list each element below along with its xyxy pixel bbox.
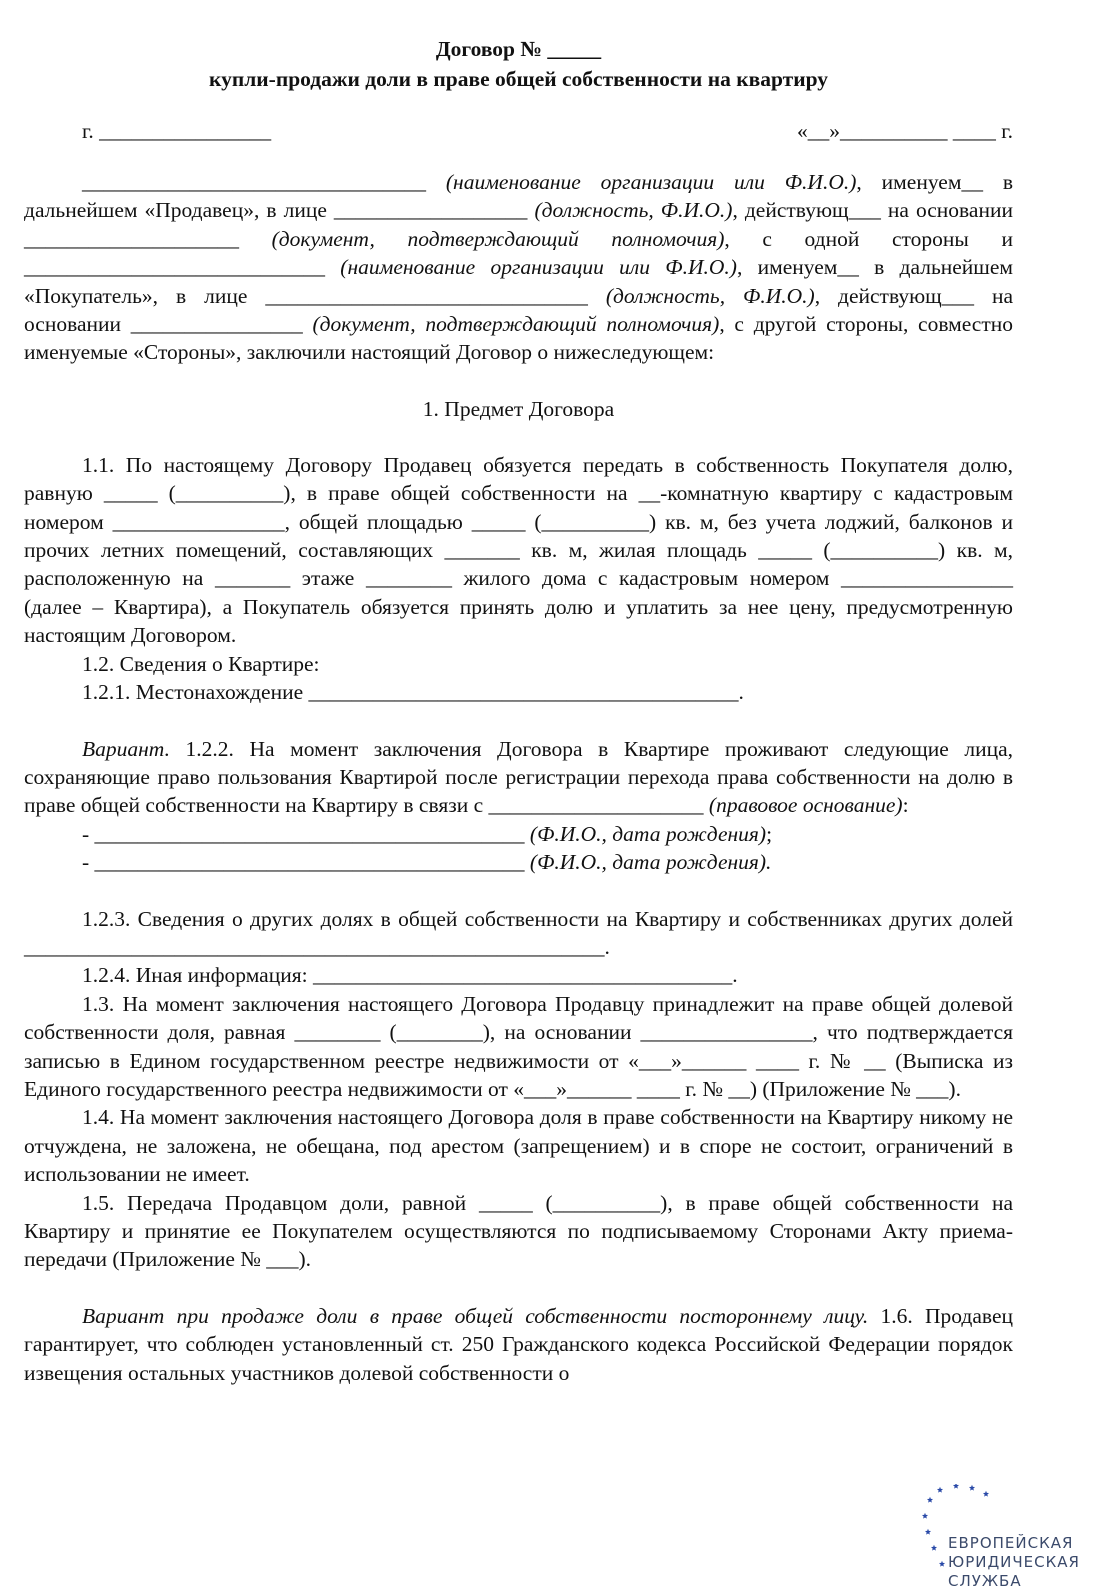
buyer-rep-hint: (должность, Ф.И.О.): [605, 283, 815, 308]
seller-rep-text: , именуем__ в дальнейшем «Продавец», в лице __________________: [24, 170, 1013, 223]
clause-1-6: [24, 1302, 1013, 1387]
star-icon: [953, 1484, 959, 1489]
resident-end-1: ;: [766, 821, 773, 846]
buyer-name-hint: (наименование организации или Ф.И.О.): [340, 255, 737, 280]
star-icon: [925, 1529, 931, 1535]
place-date-line: [24, 116, 1013, 146]
star-icon: [922, 1513, 928, 1519]
variant-label-2: Вариант при продаже доли в праве общей собственности постороннему лицу.: [82, 1303, 869, 1328]
clause-1-5: 1.5. Передача Продавцом доли, равной _____ (__________), в праве общей собственности на Квартиру и принятие ее Покупателем осуществляются по подписываемому Сторонами Акту приема-передачи (Приложение № ___).: [24, 1190, 1013, 1272]
clause-1-2-3: 1.2.3. Сведения о других долях в общей собственности на Квартиру и собственниках других долей ______________________________________________________.: [24, 906, 1013, 959]
clause-1-2-4: 1.2.4. Иная информация: _______________________________________.: [82, 963, 738, 988]
resident-hint-2: (Ф.И.О., дата рождения).: [529, 850, 772, 875]
buyer-rep-text: , именуем__ в дальнейшем «Покупатель», в лице ______________________________: [24, 255, 1014, 308]
company-logo: [920, 1484, 1090, 1593]
clause-1-1: 1.1. По настоящему Договору Продавец обязуется передать в собственность Покупателя долю, равную _____ (__________), в праве общей собственности на __-комнатную квартиру с кадастровым номером ________________, общей площадью _____ (__________) кв. м, без учета лоджий, балконов и прочих летних помещений, составляющих _______ кв. м, жилая площадь _____ (__________) кв. м, расположенную на _______ этаже ________ жилого дома с кадастровым номером ________________ (далее – Квартира), а Покупатель обязуется принять долю и уплатить за нее цену, предусмотренную настоящим Договором.: [24, 452, 1013, 648]
variant-label: Вариант.: [82, 736, 170, 761]
legal-basis-hint: (правовое основание): [708, 793, 903, 818]
buyer-name-text: , с одной стороны и ____________________________: [24, 226, 1013, 280]
clause-1-2-2-text: 1.2.2. На момент заключения Договора в Квартире проживают следующие лица, сохраняющие право пользования Квартирой после регистрации перехода права собственности на долю в праве общей собственности на Квартиру в связи с ____________________: [24, 736, 1013, 818]
document-title: Договор № _____: [435, 37, 602, 61]
buyer-basis-text: , действующ___ на основании ________________: [24, 283, 1013, 337]
seller-name-hint: (наименование организации или Ф.И.О.): [445, 170, 857, 194]
section-1-title: 1. Предмет Договора: [422, 396, 615, 421]
logo-line-2: ЮРИДИЧЕСКАЯ: [948, 1553, 1080, 1571]
contract-document: [24, 34, 1013, 1387]
resident-blank-2: - ________________________________________: [82, 850, 530, 875]
seller-name-blank: ________________________________: [82, 170, 446, 194]
date-field: «__»__________ ____ г.: [796, 119, 1013, 143]
seller-basis-text: , действующ___ на основании ____________________: [24, 198, 1013, 251]
clause-1-6-text: 1.6. Продавец гарантирует, что соблюден установленный ст. 250 Гражданского кодекса Российской Федерации порядок извещения остальных участников долевой собственности о: [24, 1303, 1013, 1385]
star-icon: [931, 1545, 937, 1551]
document-subtitle: купли-продажи доли в праве общей собственности на квартиру: [208, 67, 829, 91]
seller-basis-hint: (документ, подтверждающий полномочия): [271, 226, 725, 251]
logo-line-3: СЛУЖБА: [948, 1572, 1022, 1590]
logo-line-1: ЕВРОПЕЙСКАЯ: [948, 1534, 1074, 1552]
clause-1-3: 1.3. На момент заключения настоящего Договора Продавцу принадлежит на праве общей долевой собственности доля, равная ________ (________), на основании ________________, что подтверждается записью в Едином государственном реестре недвижимости от «___»______ ____ г. № __ (Выписка из Единого государственного реестра недвижимости от «___»______ ____ г. № __) (Приложение № ___).: [24, 991, 1013, 1101]
preamble-paragraph: [24, 168, 1013, 367]
seller-rep-hint: (должность, Ф.И.О.): [534, 198, 733, 223]
city-field: г. ________________: [82, 119, 272, 143]
preamble-closing: , с другой стороны, совместно именуемые «Стороны», заключили настоящий Договор о нижеследующем:: [24, 312, 1014, 365]
star-icon: [983, 1491, 989, 1497]
star-icon: [969, 1485, 975, 1491]
resident-line-2: [24, 848, 1013, 876]
clause-1-2-2-end: :: [902, 793, 909, 818]
clause-1-4: 1.4. На момент заключения настоящего Договора доля в праве собственности на Квартиру никому не отчуждена, не заложена, не обещана, под арестом (запрещением) и в споре не состоит, ограничений в использовании не имеет.: [24, 1105, 1013, 1187]
resident-line-1: [24, 820, 1013, 848]
clause-1-2: 1.2. Сведения о Квартире:: [82, 651, 320, 676]
resident-hint-1: (Ф.И.О., дата рождения): [529, 821, 767, 846]
star-icon: [937, 1487, 943, 1493]
star-icon: [939, 1561, 945, 1567]
star-icon: [927, 1497, 933, 1503]
clause-1-2-2: [24, 735, 1013, 820]
clause-1-2-1: 1.2.1. Местонахождение ________________________________________.: [82, 680, 744, 705]
buyer-basis-hint: (документ, подтверждающий полномочия): [312, 312, 720, 337]
resident-blank-1: - ________________________________________: [82, 821, 530, 846]
